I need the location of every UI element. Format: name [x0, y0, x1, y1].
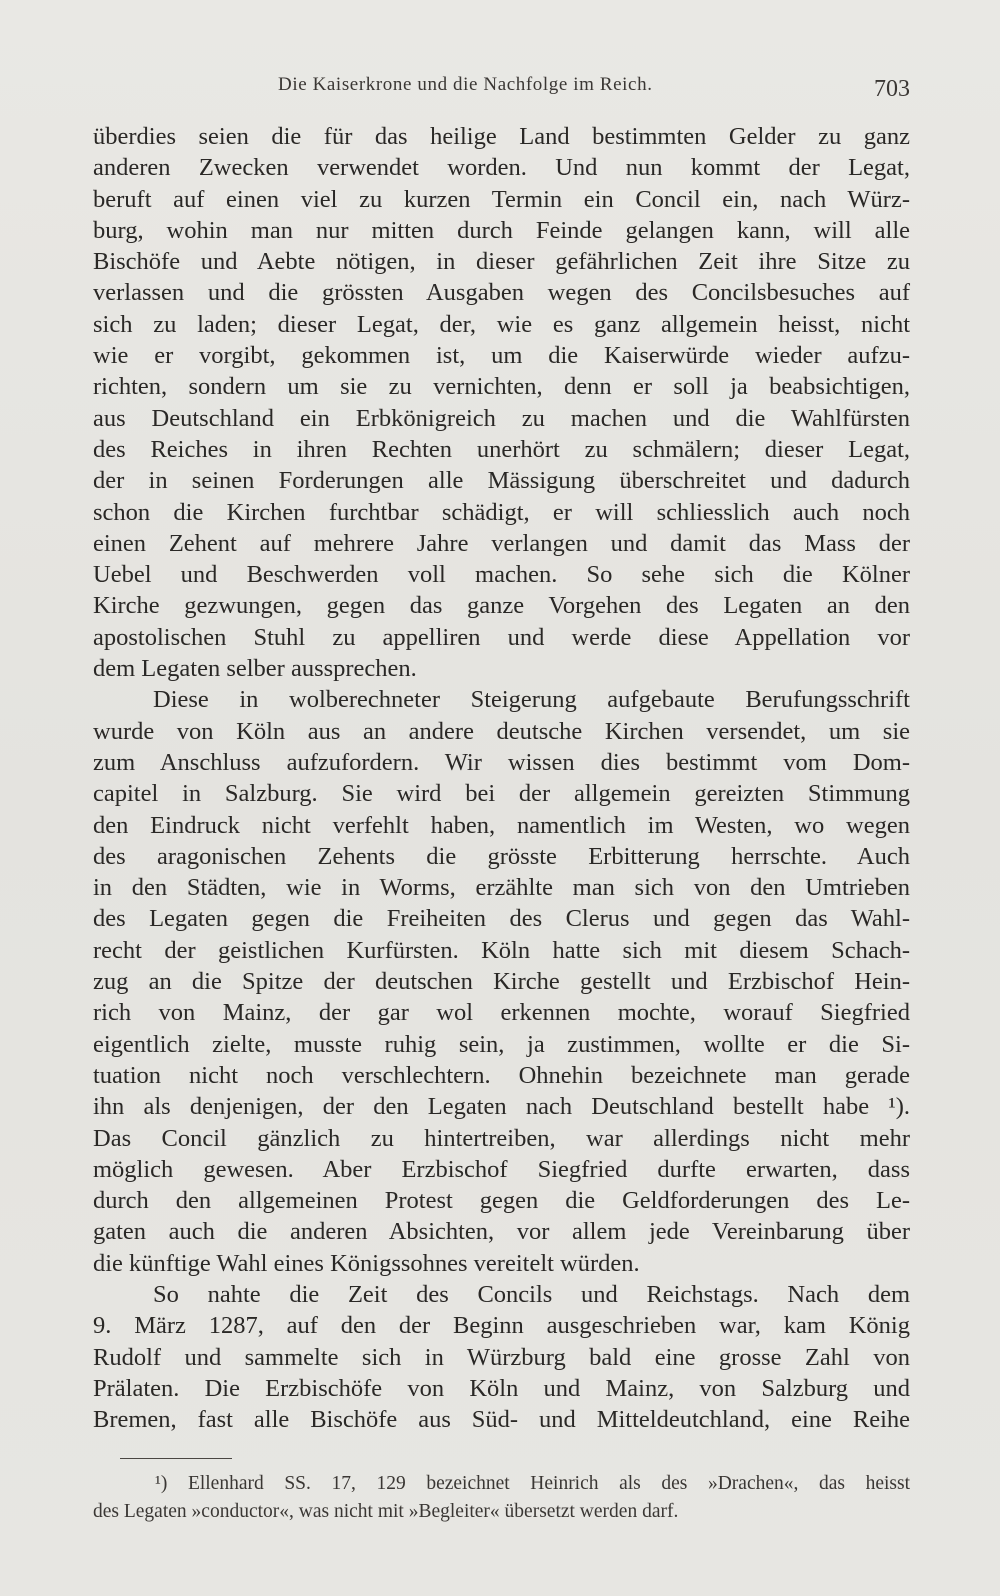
footnote-separator — [120, 1458, 232, 1459]
text-line: eigentlich zielte, musste ruhig sein, ja zustimmen, wollte er die Si- — [93, 1030, 910, 1058]
text-line: Rudolf und sammelte sich in Würzburg bald eine grosse Zahl von — [93, 1343, 910, 1371]
text-line: Uebel und Beschwerden voll machen. So sehe sich die Kölner — [93, 561, 910, 589]
text-line: einen Zehent auf mehrere Jahre verlangen und damit das Mass der — [93, 529, 910, 557]
text-line: durch den allgemeinen Protest gegen die Geldforderungen des Le- — [93, 1187, 910, 1215]
text-line: schon die Kirchen furchtbar schädigt, er will schliesslich auch noch — [93, 498, 910, 526]
text-line: apostolischen Stuhl zu appelliren und werde diese Appellation vor — [93, 623, 910, 651]
text-line: des aragonischen Zehents die grösste Erbitterung herrschte. Auch — [93, 842, 910, 870]
text-line: zum Anschluss aufzufordern. Wir wissen dies bestimmt vom Dom- — [93, 748, 910, 776]
text-line: aus Deutschland ein Erbkönigreich zu machen und die Wahlfürsten — [93, 404, 910, 432]
text-line: möglich gewesen. Aber Erzbischof Siegfried durfte erwarten, dass — [93, 1155, 910, 1183]
page-number: 703 — [874, 76, 910, 102]
text-line: überdies seien die für das heilige Land bestimmten Gelder zu ganz — [93, 123, 910, 150]
text-line: den Eindruck nicht verfehlt haben, namentlich im Westen, wo wegen — [93, 811, 910, 839]
footnote-line: ¹) Ellenhard SS. 17, 129 bezeichnet Heinrich als des »Drachen«, das heisst — [155, 1473, 910, 1494]
text-line: die künftige Wahl eines Königssohnes vereitelt würden. — [93, 1249, 640, 1277]
text-line: wurde von Köln aus an andere deutsche Kirchen versendet, um sie — [93, 717, 910, 745]
text-line: Das Concil gänzlich zu hintertreiben, war allerdings nicht mehr — [93, 1124, 910, 1152]
text-line: zug an die Spitze der deutschen Kirche gestellt und Erzbischof Hein- — [93, 968, 910, 996]
text-line: des Legaten gegen die Freiheiten des Clerus und gegen das Wahl- — [93, 905, 910, 933]
page-header — [93, 72, 910, 112]
text-line: Diese in wolberechneter Steigerung aufgebaute Berufungsschrift — [153, 686, 910, 714]
text-line: sich zu laden; dieser Legat, der, wie es ganz allgemein heisst, nicht — [93, 310, 910, 338]
text-line: So nahte die Zeit des Concils und Reichstags. Nach dem — [153, 1280, 910, 1308]
running-title: Die Kaiserkrone und die Nachfolge im Reich. — [278, 74, 653, 95]
body-text — [93, 121, 910, 1435]
text-line: richten, sondern um sie zu vernichten, denn er soll ja beabsichtigen, — [93, 373, 910, 401]
text-line: beruft auf einen viel zu kurzen Termin ein Concil ein, nach Würz- — [93, 185, 910, 213]
text-line: Bremen, fast alle Bischöfe aus Süd- und Mitteldeutchland, eine Reihe — [93, 1406, 910, 1434]
text-line: capitel in Salzburg. Sie wird bei der allgemein gereizten Stimmung — [93, 780, 910, 808]
text-line: recht der geistlichen Kurfürsten. Köln hatte sich mit diesem Schach- — [93, 936, 910, 964]
text-line: anderen Zwecken verwendet worden. Und nun kommt der Legat, — [93, 154, 910, 182]
text-line: verlassen und die grössten Ausgaben wegen des Concilsbesuches auf — [93, 279, 910, 307]
text-line: tuation nicht noch verschlechtern. Ohnehin bezeichnete man gerade — [93, 1061, 910, 1089]
text-line: rich von Mainz, der gar wol erkennen mochte, worauf Siegfried — [93, 999, 910, 1027]
footnote-line: des Legaten »conductor«, was nicht mit »Begleiter« übersetzt werden darf. — [93, 1501, 679, 1522]
footnotes — [93, 1470, 910, 1526]
text-line: in den Städten, wie in Worms, erzählte man sich von den Umtrieben — [93, 874, 910, 902]
text-line: Kirche gezwungen, gegen das ganze Vorgehen des Legaten an den — [93, 592, 910, 620]
text-line: ihn als denjenigen, der den Legaten nach Deutschland bestellt habe ¹). — [93, 1093, 910, 1121]
text-line: burg, wohin man nur mitten durch Feinde gelangen kann, will alle — [93, 216, 910, 244]
text-line: Bischöfe und Aebte nötigen, in dieser gefährlichen Zeit ihre Sitze zu — [93, 248, 910, 276]
text-line: dem Legaten selber aussprechen. — [93, 655, 417, 683]
text-line: wie er vorgibt, gekommen ist, um die Kaiserwürde wieder aufzu- — [93, 342, 910, 370]
text-line: der in seinen Forderungen alle Mässigung überschreitet und dadurch — [93, 467, 910, 495]
text-line: gaten auch die anderen Absichten, vor allem jede Vereinbarung über — [93, 1218, 910, 1246]
text-line: 9. März 1287, auf den der Beginn ausgeschrieben war, kam König — [93, 1312, 910, 1340]
text-line: Prälaten. Die Erzbischöfe von Köln und Mainz, von Salzburg und — [93, 1374, 910, 1402]
text-line: des Reiches in ihren Rechten unerhört zu schmälern; dieser Legat, — [93, 435, 910, 463]
